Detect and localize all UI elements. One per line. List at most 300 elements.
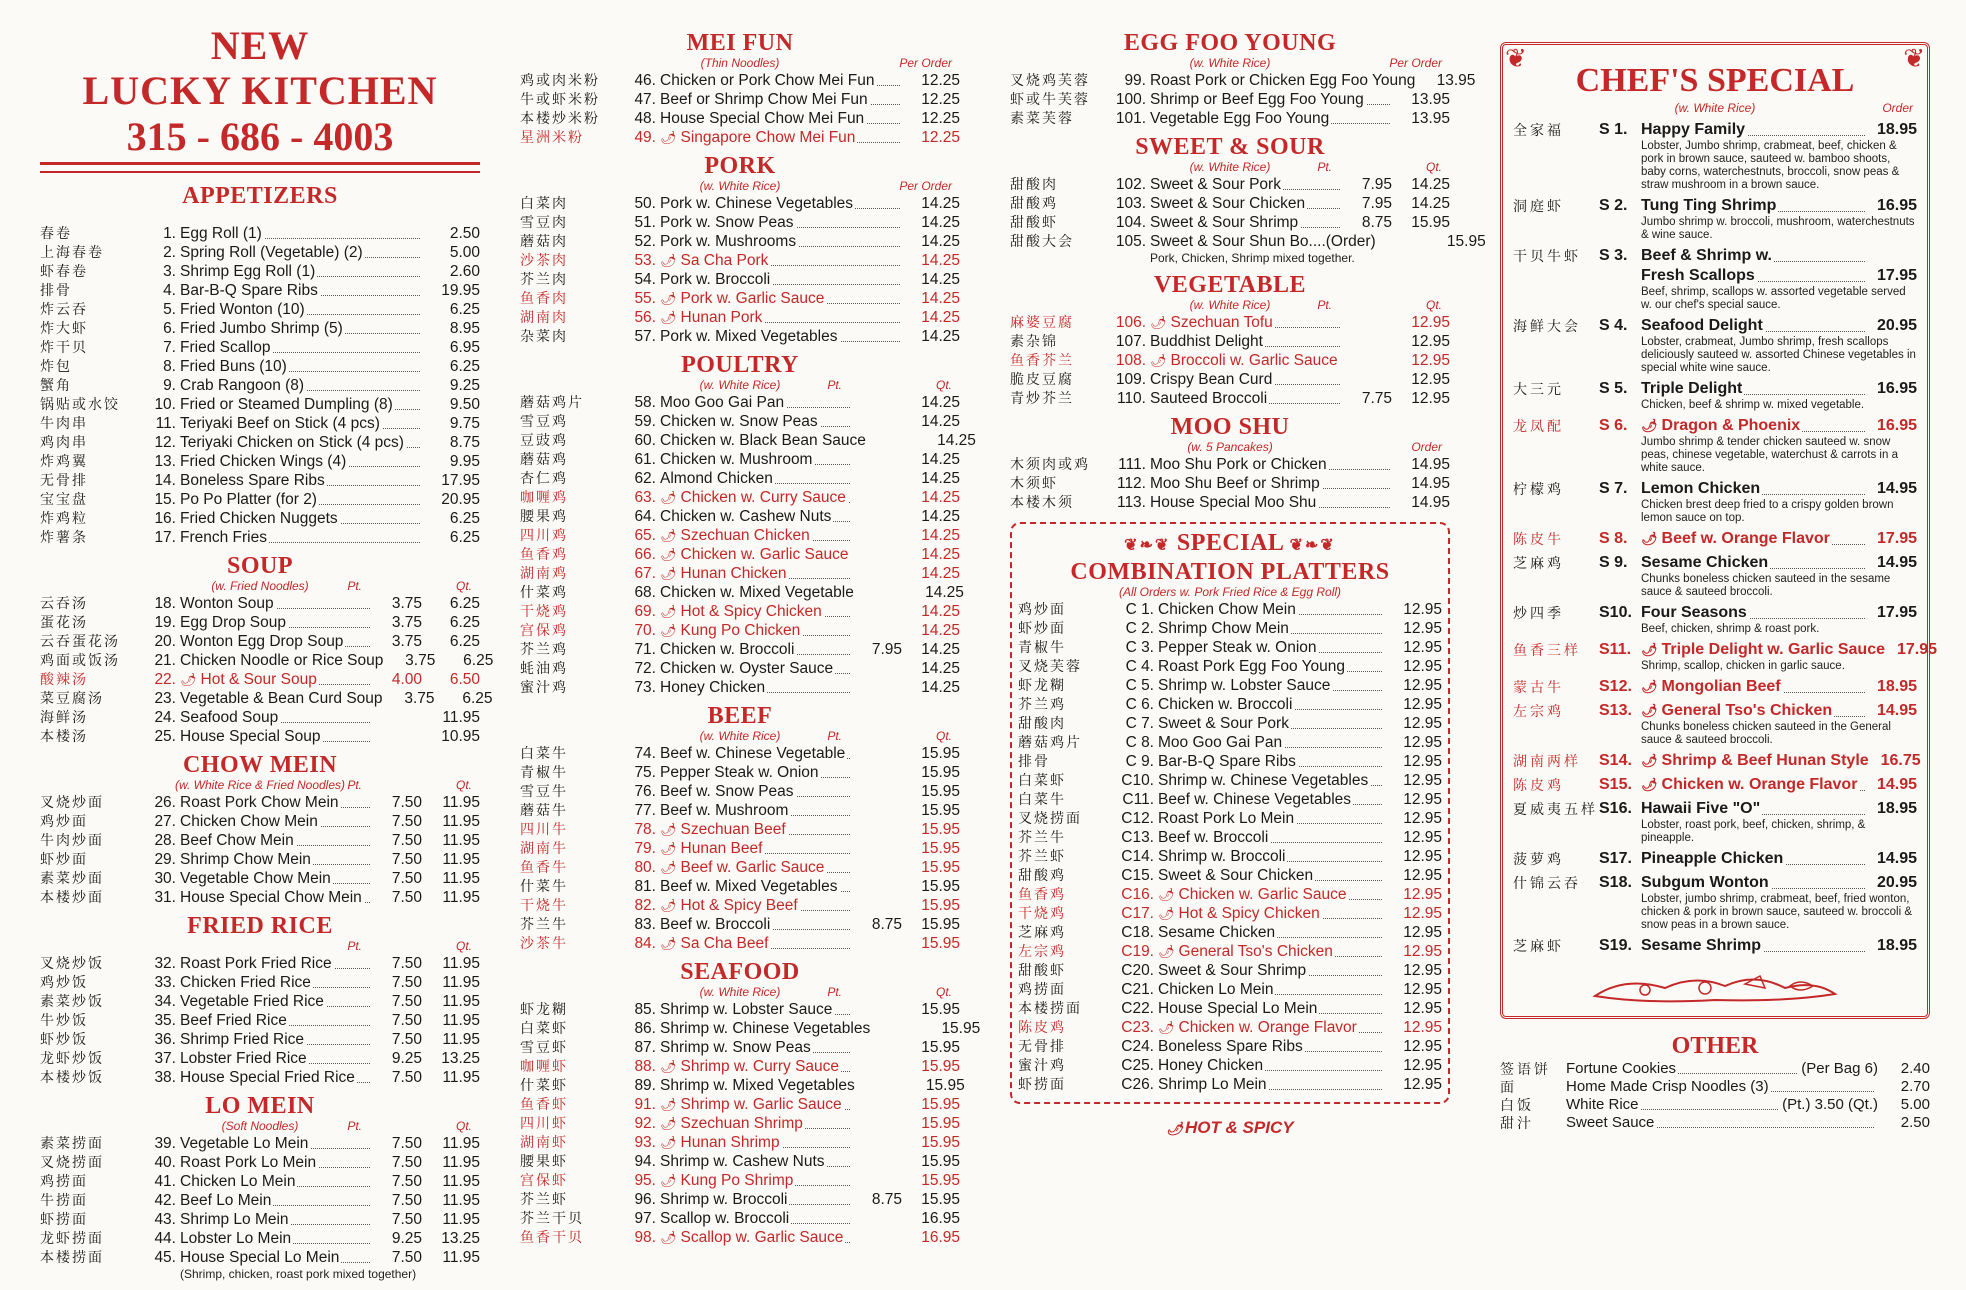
other-item[interactable] [1500,1078,1930,1096]
menu-item[interactable] [40,812,480,831]
menu-item[interactable] [1018,752,1442,771]
menu-item[interactable] [40,395,480,414]
chef-special-item[interactable] [1513,416,1917,475]
item-name: 🌶 Szechuan Chicken [660,526,852,545]
item-chinese-name: 蘑菇牛 [520,802,568,818]
item-price-qt: 12.95 [1403,677,1442,694]
item-code: S 9. [1599,554,1628,571]
menu-item[interactable] [520,1190,960,1209]
chef-special-item[interactable] [1513,196,1917,242]
chef-special-item[interactable] [1513,640,1937,673]
menu-item[interactable] [1010,332,1450,351]
item-name: Beef w. Broccoli [660,915,852,934]
other-item[interactable] [1500,1060,1930,1078]
item-price-qt: 14.25 [921,660,960,677]
menu-item[interactable] [520,621,960,640]
item-name: Shrimp Egg Roll (1) [180,262,422,281]
menu-item[interactable] [520,450,960,469]
item-number: 18. [154,595,176,612]
item-name: Chicken Lo Mein [1158,980,1384,999]
menu-item[interactable] [520,896,960,915]
menu-item[interactable] [520,232,960,251]
menu-item[interactable] [520,678,960,697]
section-pork [520,153,960,346]
item-price-qt: 12.95 [1411,371,1450,388]
chefs-special-list [1513,120,1937,956]
chef-special-item[interactable] [1513,120,1917,192]
item-number: 72. [634,660,656,677]
menu-item[interactable] [1010,313,1450,332]
item-name: 🌶 Hunan Beef [660,839,852,858]
chef-special-item[interactable] [1513,316,1917,375]
menu-item[interactable] [40,1153,480,1172]
menu-item[interactable] [520,1114,960,1133]
menu-item[interactable] [520,526,960,545]
chef-special-item[interactable] [1513,936,1917,956]
item-price-qt: 9.75 [449,415,480,432]
menu-item[interactable] [1018,999,1442,1018]
menu-item[interactable] [520,801,960,820]
menu-item[interactable] [1010,175,1450,194]
item-chinese-name: 四川虾 [520,1115,568,1131]
item-chinese-name: 宫保鸡 [520,622,568,638]
item-chinese-name: 虾龙糊 [1018,677,1066,693]
item-name: Chicken Chow Mein [180,812,372,831]
menu-item[interactable] [520,251,960,270]
item-number: 4. [163,282,176,299]
item-number: 41. [154,1173,176,1190]
menu-item[interactable] [520,1209,960,1228]
menu-item[interactable] [1018,923,1442,942]
menu-item[interactable] [40,452,480,471]
menu-item[interactable] [520,1019,981,1038]
menu-item[interactable] [520,194,960,213]
menu-item[interactable] [40,992,480,1011]
chili-pepper-icon: 🌶 [660,841,677,856]
menu-item[interactable] [1010,455,1450,474]
price-header-qt: Qt. [935,378,952,392]
menu-item[interactable] [520,602,960,621]
section-title: POULTRY [681,352,799,378]
item-price-qt: 14.25 [921,233,960,250]
menu-item[interactable] [40,973,480,992]
item-price-qt: 12.95 [1403,734,1442,751]
menu-item[interactable] [520,858,960,877]
item-number: 99. [1124,72,1146,89]
price-header-qt: Per Order [899,56,952,70]
item-price-qt: 5.00 [449,244,480,261]
item-name: Happy Family [1641,120,1867,140]
price-header-qt: Qt. [935,729,952,743]
item-name: Roast Pork or Chicken Egg Foo Young [1150,72,1416,89]
menu-item[interactable] [1018,714,1442,733]
item-chinese-name: 本楼炒饭 [40,1069,104,1085]
item-price-qt: 15.95 [921,935,960,952]
menu-item[interactable] [520,915,960,934]
item-number: 2. [163,244,176,261]
chef-special-item[interactable] [1513,799,1917,845]
menu-item[interactable] [1018,1056,1442,1075]
menu-item[interactable] [1018,619,1442,638]
menu-item[interactable] [1018,638,1442,657]
item-chinese-name: 雪豆牛 [520,783,568,799]
menu-item[interactable] [1010,370,1450,389]
menu-item[interactable] [1010,474,1450,493]
menu-item[interactable] [40,319,480,338]
menu-item[interactable] [1018,961,1442,980]
menu-item[interactable] [1010,109,1450,128]
menu-item[interactable] [40,357,480,376]
item-name: 🌶 Kung Po Shrimp [660,1171,852,1190]
item-price-qt: 15.95 [921,1191,960,1208]
item-number: 87. [634,1039,656,1056]
item-chinese-name: 鸡面或饭汤 [40,652,120,668]
item-price-qt: 12.95 [1403,924,1442,941]
menu-item[interactable] [520,1095,960,1114]
menu-item[interactable] [520,90,960,109]
item-number: 107. [1115,333,1146,350]
item-number: 95. [634,1172,656,1189]
chef-special-item[interactable] [1513,246,1917,312]
menu-item[interactable] [1018,809,1442,828]
section-footnote: Pork, Chicken, Shrimp mixed together. [1150,251,1355,265]
menu-item[interactable] [520,109,960,128]
menu-item[interactable] [520,213,960,232]
item-chinese-name: 无骨排 [1018,1038,1066,1054]
phone-number[interactable]: 315 - 686 - 4003 [40,114,480,165]
menu-item[interactable] [1018,847,1442,866]
menu-item[interactable] [520,1057,960,1076]
item-chinese-name: 星洲米粉 [520,129,584,145]
item-chinese-name: 甜酸大会 [1010,233,1074,249]
item-number: C 7. [1125,715,1154,732]
menu-item[interactable] [40,850,480,869]
item-description: Beef, shrimp, scallops w. assorted vegetable served w. our chef's special sauce. [1641,286,1906,311]
item-price-pt: 7.50 [391,955,422,972]
menu-item[interactable] [520,1133,960,1152]
menu-item[interactable] [1018,828,1442,847]
item-number: 53. [634,252,656,269]
menu-item[interactable] [520,839,960,858]
item-price-qt: 15.95 [921,764,960,781]
menu-item[interactable] [40,509,480,528]
menu-item[interactable] [40,1011,480,1030]
menu-item[interactable] [520,1000,960,1019]
item-name: Chicken w. Cashew Nuts [660,507,852,526]
menu-item[interactable] [1018,885,1442,904]
item-price-qt: 11.95 [442,813,480,830]
menu-item[interactable] [520,431,976,450]
chef-special-item[interactable] [1513,529,1917,549]
menu-item[interactable] [40,471,480,490]
item-price: 2.40 [1900,1060,1930,1077]
chili-pepper-icon: 🌶 [660,604,677,619]
item-code: S 5. [1599,380,1628,397]
menu-item[interactable] [1018,771,1442,790]
menu-item[interactable] [1018,1018,1442,1037]
menu-item[interactable] [520,71,960,90]
menu-item[interactable] [40,414,480,433]
other-item[interactable] [1500,1114,1930,1132]
menu-item[interactable] [40,300,480,319]
menu-item[interactable] [40,1030,480,1049]
item-price-qt: 15.95 [921,745,960,762]
item-chinese-name: 雪豆肉 [520,214,568,230]
menu-item[interactable] [520,564,960,583]
menu-item[interactable] [40,670,480,689]
menu-item[interactable] [520,327,960,346]
menu-item[interactable] [1010,213,1450,232]
menu-item[interactable] [40,1172,480,1191]
menu-item[interactable] [40,1068,480,1087]
item-number: 80. [634,859,656,876]
chili-pepper-icon: 🌶 [1641,642,1658,657]
item-chinese-name: 腰果虾 [520,1153,568,1169]
item-name: 🌶 General Tso's Chicken [1641,701,1867,721]
section-vegetable [1010,272,1450,408]
item-price-qt: 14.95 [1411,456,1450,473]
menu-item[interactable] [520,782,960,801]
menu-item[interactable] [520,659,960,678]
chef-special-item[interactable] [1513,677,1917,697]
menu-item[interactable] [40,954,480,973]
item-name: Honey Chicken [1158,1056,1384,1075]
menu-item[interactable] [520,412,960,431]
menu-item[interactable] [1010,71,1476,90]
item-price: 18.95 [1876,121,1917,138]
item-number: 76. [634,783,656,800]
item-chinese-name: 青炒芥兰 [1010,390,1074,406]
item-chinese-name: 排骨 [1018,753,1050,769]
item-chinese-name: 牛炒饭 [40,1012,88,1028]
menu-item[interactable] [1010,493,1450,512]
menu-item[interactable] [40,869,480,888]
menu-item[interactable] [40,793,480,812]
menu-item[interactable] [1018,980,1442,999]
menu-item[interactable] [40,632,480,651]
item-name: Roast Pork Chow Mein [180,793,372,812]
item-number: 71. [634,641,656,658]
item-name: Fried Buns (10) [180,357,422,376]
chef-special-item[interactable] [1513,553,1917,599]
item-price-qt: 14.25 [921,413,960,430]
menu-item[interactable] [1018,733,1442,752]
item-price-qt: 14.25 [937,432,976,449]
menu-item[interactable] [40,594,480,613]
menu-item[interactable] [1018,1075,1442,1094]
menu-item[interactable] [520,507,960,526]
item-number: 20. [154,633,176,650]
item-price-qt: 14.25 [921,546,960,563]
item-price: 14.95 [1876,554,1917,571]
menu-item[interactable] [40,338,480,357]
menu-item[interactable] [40,1229,480,1248]
item-chinese-name: 全家福 [1513,122,1564,138]
chef-special-item[interactable] [1513,775,1917,795]
chef-item-row [1513,936,1917,956]
restaurant-name-line1: NEW [210,23,310,68]
menu-item[interactable] [1010,351,1450,370]
item-number: 96. [634,1191,656,1208]
menu-item[interactable] [520,270,960,289]
item-name: Hawaii Five "O" [1641,799,1867,819]
menu-item[interactable] [1018,790,1442,809]
item-name: Lobster Fried Rice [180,1049,372,1068]
chef-special-item[interactable] [1513,379,1917,412]
item-number: 32. [154,955,176,972]
menu-item[interactable] [40,281,480,300]
item-number: 46. [634,72,656,89]
menu-item[interactable] [40,224,480,243]
menu-item[interactable] [520,934,960,953]
item-name: Fortune Cookies [1566,1060,1799,1078]
item-number: 82. [634,897,656,914]
item-price-qt: 15.95 [921,916,960,933]
item-price-qt: 11.95 [442,1135,480,1152]
chef-special-item[interactable] [1513,849,1917,869]
menu-item[interactable] [1018,904,1442,923]
menu-item[interactable] [520,877,960,896]
menu-item[interactable] [1010,389,1450,408]
item-name: House Special Chow Mei Fun [660,109,902,128]
item-number: 66. [634,546,656,563]
chef-special-item[interactable] [1513,751,1921,771]
menu-item[interactable] [520,744,960,763]
menu-item[interactable] [40,708,480,727]
menu-item[interactable] [40,1191,480,1210]
other-item[interactable] [1500,1096,1930,1114]
item-number: 101. [1115,110,1146,127]
item-code: S12. [1599,678,1632,695]
menu-item[interactable] [40,490,480,509]
item-name: Sauteed Broccoli [1150,389,1342,408]
item-chinese-name: 洞庭虾 [1513,198,1564,214]
menu-item[interactable] [40,376,480,395]
item-number: 6. [163,320,176,337]
menu-item[interactable] [40,528,480,547]
item-name: Pork w. Chinese Vegetables [660,194,902,213]
item-number: 10. [154,396,176,413]
menu-item[interactable] [520,583,964,602]
menu-item[interactable] [1018,1037,1442,1056]
item-chinese-name: 芝麻虾 [1513,938,1564,954]
item-price-qt: 15.95 [1411,214,1450,231]
section-note: (Thin Noodles) [700,56,780,70]
chef-special-item[interactable] [1513,603,1917,636]
item-number: 5. [163,301,176,318]
menu-column-1 [40,23,494,1281]
section-title: LO MEIN [205,1093,315,1119]
item-number: 33. [154,974,176,991]
menu-item[interactable] [40,888,480,907]
item-price-pt: 3.75 [405,652,436,669]
menu-item[interactable] [520,128,960,147]
item-chinese-name: 白饭 [1500,1097,1534,1113]
item-number: 64. [634,508,656,525]
menu-item[interactable] [520,763,960,782]
item-name: Pepper Steak w. Onion [660,763,852,782]
menu-item[interactable] [1018,942,1442,961]
item-chinese-name: 龙虾炒饭 [40,1050,104,1066]
menu-item[interactable] [520,1152,960,1171]
item-price: 20.95 [1876,317,1917,334]
menu-item[interactable] [1010,194,1450,213]
section-subheader [520,985,960,1000]
section-note: (w. White Rice) [699,985,781,999]
item-name: 🌶 Beef w. Orange Flavor [1641,529,1867,549]
item-description: Chicken, beef & shrimp w. mixed vegetable. [1641,399,1865,411]
item-name: Teriyaki Beef on Stick (4 pcs) [180,414,422,433]
menu-item[interactable] [1018,695,1442,714]
item-price-qt: 15.95 [941,1020,981,1037]
menu-item[interactable] [40,262,480,281]
menu-item[interactable] [40,1134,480,1153]
menu-item[interactable] [1018,657,1442,676]
item-number: 91. [634,1096,656,1113]
menu-item[interactable] [520,1076,965,1095]
chef-special-item[interactable] [1513,701,1917,747]
menu-item[interactable] [40,243,480,262]
menu-item[interactable] [1010,90,1450,109]
menu-item[interactable] [1018,600,1442,619]
menu-item[interactable] [40,831,480,850]
menu-item[interactable] [520,393,960,412]
item-chinese-name: 签语饼 [1500,1061,1551,1077]
item-number: 50. [634,195,656,212]
section-title: FRIED RICE [187,913,333,939]
menu-item[interactable] [520,488,960,507]
item-price-qt: 14.25 [1411,176,1450,193]
menu-item[interactable] [520,1038,960,1057]
item-name: 🌶 Chicken w. Garlic Sauce [660,545,852,564]
chef-special-item[interactable] [1513,479,1917,525]
menu-item[interactable] [520,1171,960,1190]
menu-item[interactable] [40,1049,480,1068]
menu-item[interactable] [40,1248,480,1267]
menu-item[interactable] [1018,676,1442,695]
menu-item[interactable] [40,1210,480,1229]
item-name: Lemon Chicken [1641,479,1867,499]
menu-item[interactable] [40,433,480,452]
menu-item[interactable] [40,689,493,708]
item-name: Sweet & Sour Pork [1150,175,1342,194]
section-subheader [1010,56,1450,71]
item-price-qt: 12.95 [1411,333,1450,350]
menu-item[interactable] [40,613,480,632]
menu-item[interactable] [520,469,960,488]
item-price-qt: 12.95 [1403,867,1442,884]
menu-item[interactable] [520,820,960,839]
chili-pepper-icon: 🌶 [1641,679,1658,694]
menu-item[interactable] [520,289,960,308]
menu-item[interactable] [520,640,960,659]
item-number: 52. [634,233,656,250]
chili-pepper-icon: 🌶 [1641,703,1658,718]
menu-item[interactable] [520,545,960,564]
menu-item[interactable] [40,651,494,670]
chef-item-row [1513,849,1917,869]
menu-item[interactable] [1010,232,1486,251]
menu-item[interactable] [40,727,480,746]
menu-item[interactable] [1018,866,1442,885]
chef-special-item[interactable] [1513,873,1917,932]
menu-item[interactable] [520,1228,960,1247]
item-chinese-name: 酸辣汤 [40,671,88,687]
item-chinese-name: 鸡捞面 [40,1173,88,1189]
item-chinese-name: 叉烧捞面 [40,1154,104,1170]
item-number: 13. [154,453,176,470]
menu-item[interactable] [520,308,960,327]
